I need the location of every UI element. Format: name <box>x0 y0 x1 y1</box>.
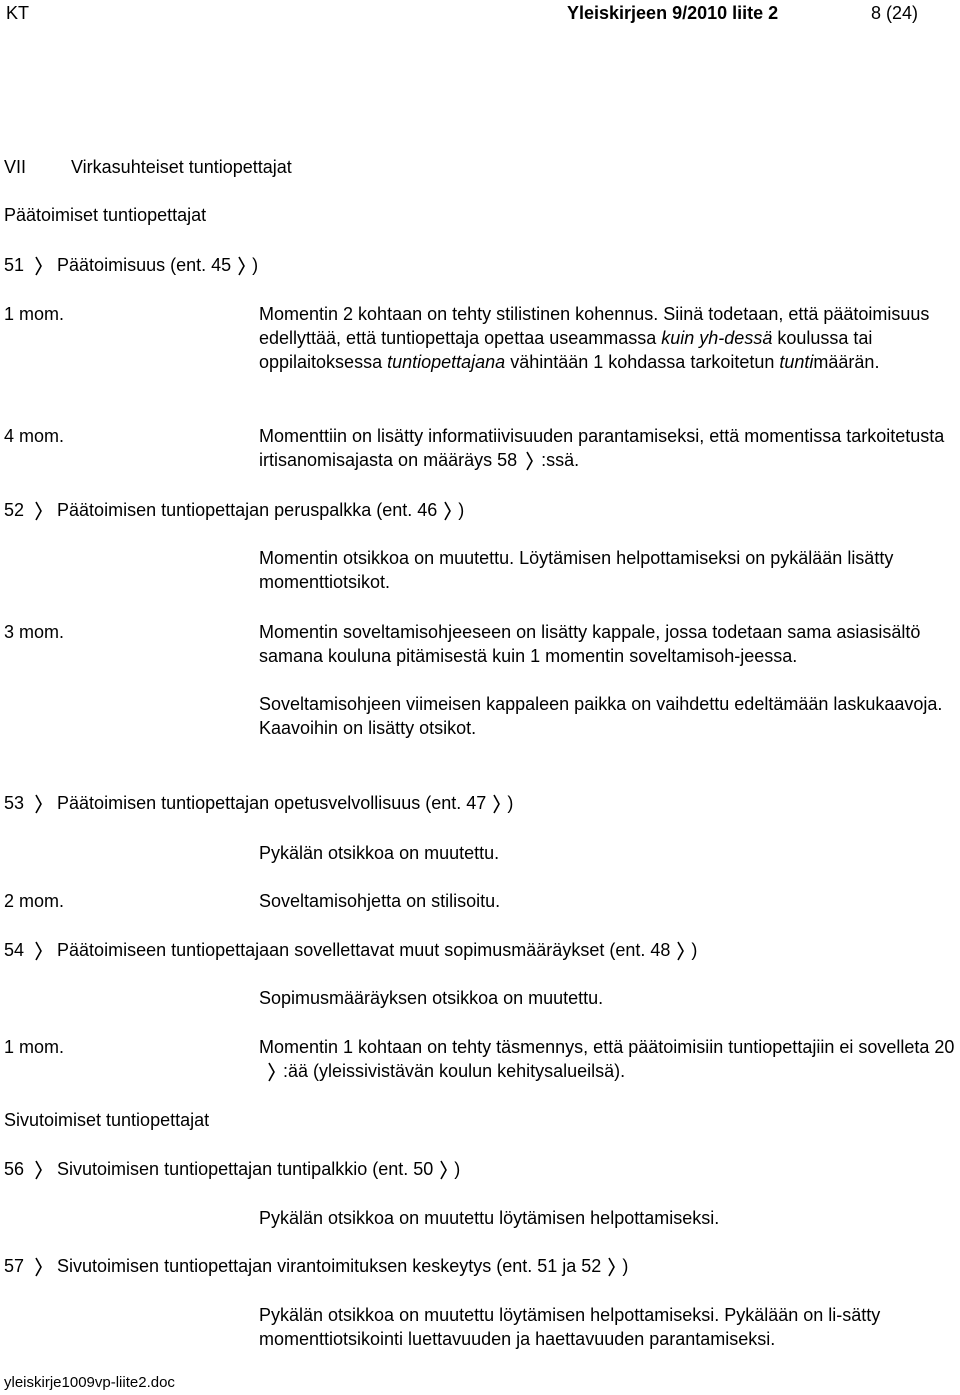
paragraph-title-close: ) <box>691 940 698 960</box>
section-sign-icon <box>34 940 48 962</box>
paragraph-note: Momentin otsikkoa on muutettu. Löytämisen helpottamiseksi on pykälään lisätty momenttiotsikot. <box>259 548 894 592</box>
section-title: Virkasuhteiset tuntiopettajat <box>71 157 292 177</box>
moment-text: Momenttiin on lisätty informatiivisuuden parantamiseksi, että momentissa tarkoitetusta irtisanomisajasta on määräys 58 :ssä. <box>259 424 959 472</box>
paragraph-title-close: ) <box>454 1159 461 1179</box>
paragraph-note: Pykälän otsikkoa on muutettu löytämisen helpottamiseksi. Pykälään on li-sätty momenttiotsikointi luettavuuden ja haettavuuden parantamiseksi. <box>259 1305 881 1349</box>
section-sign-icon <box>492 793 506 815</box>
moment-label: 2 mom. <box>4 891 65 911</box>
section-sign-icon <box>607 1256 621 1278</box>
footer-filename: yleiskirje1009vp-liite2.doc <box>4 1374 175 1391</box>
moment-label: 4 mom. <box>4 426 65 446</box>
section-sign-icon <box>267 1061 281 1083</box>
paragraph-number: 51 <box>4 255 25 275</box>
moment-label: 3 mom. <box>4 622 65 642</box>
moment-label: 1 mom. <box>4 1037 65 1057</box>
paragraph-heading-51 <box>4 253 258 277</box>
paragraph-heading-53 <box>4 791 513 815</box>
header-title: Yleiskirjeen 9/2010 liite 2 <box>567 3 779 23</box>
paragraph-number: 52 <box>4 500 25 520</box>
paragraph-number: 57 <box>4 1256 25 1276</box>
paragraph-title: Sivutoimisen tuntiopettajan tuntipalkkio (ent. 50 <box>57 1159 434 1179</box>
paragraph-heading-54 <box>4 938 697 962</box>
paragraph-note: Sopimusmääräyksen otsikkoa on muutettu. <box>259 988 604 1008</box>
header-left-code: KT <box>6 3 30 23</box>
paragraph-title: Päätoimisen tuntiopettajan opetusvelvollisuus (ent. 47 <box>57 793 487 813</box>
paragraph-title-close: ) <box>622 1256 629 1276</box>
section-sign-icon <box>443 500 457 522</box>
paragraph-note: Pykälän otsikkoa on muutettu löytämisen helpottamiseksi. <box>259 1208 720 1228</box>
paragraph-title-close: ) <box>252 255 259 275</box>
paragraph-heading-56 <box>4 1157 460 1181</box>
subheading-full-time: Päätoimiset tuntiopettajat <box>4 205 207 225</box>
paragraph-title-close: ) <box>458 500 465 520</box>
paragraph-title: Päätoimisen tuntiopettajan peruspalkka (ent. 46 <box>57 500 438 520</box>
section-number: VII <box>4 157 27 177</box>
section-sign-icon <box>439 1159 453 1181</box>
section-sign-icon <box>34 1256 48 1278</box>
header-page-number: 8 (24) <box>871 3 919 23</box>
paragraph-number: 53 <box>4 793 25 813</box>
paragraph-heading-57 <box>4 1254 628 1278</box>
section-sign-icon <box>237 255 251 277</box>
section-sign-icon <box>34 1159 48 1181</box>
moment-text: Soveltamisohjetta on stilisoitu. <box>259 891 501 911</box>
paragraph-title: Päätoimiseen tuntiopettajaan sovellettavat muut sopimusmääräykset (ent. 48 <box>57 940 671 960</box>
paragraph-title-close: ) <box>507 793 514 813</box>
section-sign-icon <box>34 500 48 522</box>
moment-text: Momentin 2 kohtaan on tehty stilistinen kohennus. Siinä todetaan, että päätoimisuus edellyttää, että tuntiopettaja opettaa useammassa kuin yh-dessä koulussa tai oppilaitoksessa tuntiopettajana vähintään 1 kohdassa tarkoitetun tuntimäärän. <box>259 304 930 372</box>
moment-label: 1 mom. <box>4 304 65 324</box>
paragraph-number: 56 <box>4 1159 25 1179</box>
paragraph-heading-52 <box>4 498 464 522</box>
section-sign-icon <box>525 450 539 472</box>
moment-text: Momentin 1 kohtaan on tehty täsmennys, että päätoimisiin tuntiopettajiin ei sovelleta 20:ää (yleissivistävän koulun kehitysalueilsä). <box>259 1035 959 1083</box>
section-sign-icon <box>34 255 48 277</box>
paragraph-title: Sivutoimisen tuntiopettajan virantoimituksen keskeytys (ent. 51 ja 52 <box>57 1256 602 1276</box>
paragraph-number: 54 <box>4 940 25 960</box>
paragraph-title: Päätoimisuus (ent. 45 <box>57 255 232 275</box>
paragraph-note: Pykälän otsikkoa on muutettu. <box>259 843 500 863</box>
section-sign-icon <box>34 793 48 815</box>
moment-text: Momentin soveltamisohjeeseen on lisätty kappale, jossa todetaan sama asiasisältö samana kouluna pitämisestä kuin 1 momentin soveltamisoh-jeessa. Soveltamisohjeen viimeisen kappaleen paikka on vaihdettu edeltämään laskukaavoja. Kaavoihin on lisätty otsikot. <box>259 622 943 738</box>
section-sign-icon <box>676 940 690 962</box>
subheading-part-time: Sivutoimiset tuntiopettajat <box>4 1110 210 1130</box>
